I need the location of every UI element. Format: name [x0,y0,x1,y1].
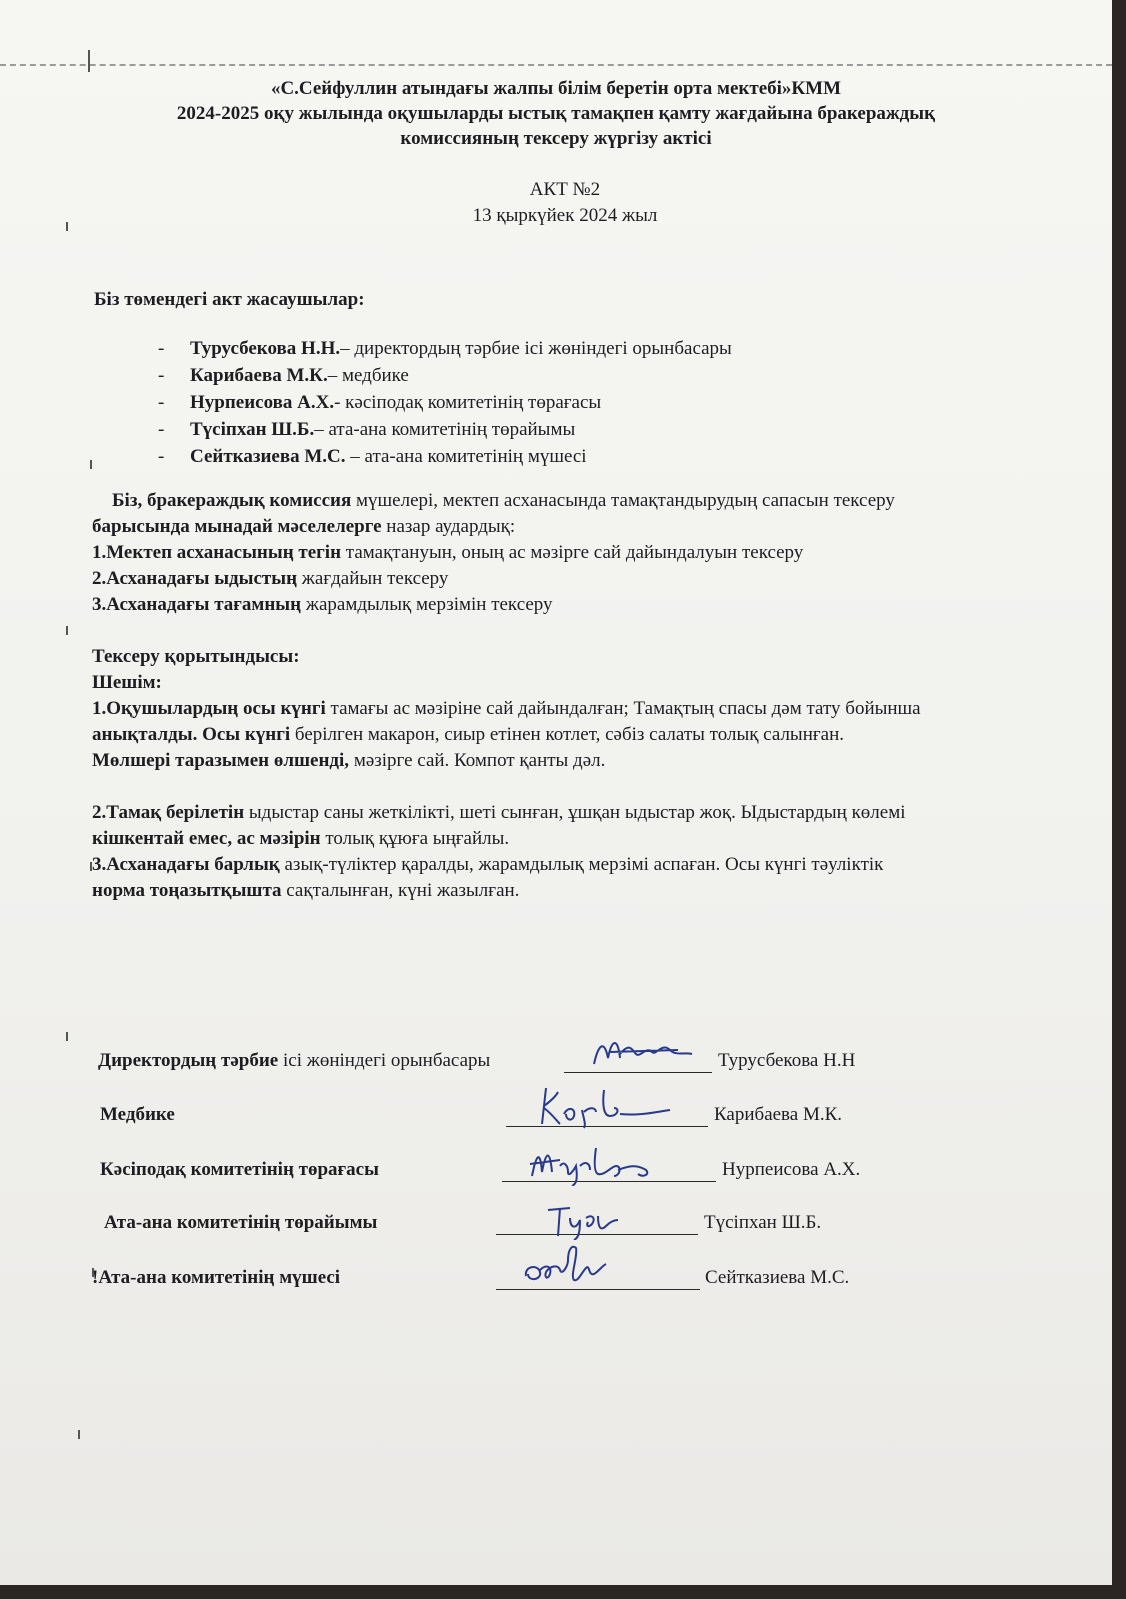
result-heading: Тексеру қорытындысы: [92,646,300,667]
list-item: - Түсіпхан Ш.Б.– ата-ана комитетінің төрайымы [158,419,576,440]
result-text: мәзірге сай. Компот қанты дәл. [349,750,606,771]
result-text: 1.Оқушылардың осы күнгі [92,698,326,719]
signature-position: Директордың тәрбие ісі жөніндегі орынбасары [98,1050,491,1071]
signature-position: Кәсіподақ комитетінің төрағасы [100,1159,379,1180]
member-name: Турусбекова Н.Н. [190,338,341,359]
result-text: анықталды. Осы күнгі [92,724,291,745]
signature-image [530,1080,680,1130]
result-text: тамағы ас мәзіріне сай дайындалған; Тамақтың спасы дәм тату бойынша [325,698,921,719]
result-text: Мөлшері таразымен өлшенді, [92,750,350,771]
commission-text: назар аудардық: [381,516,516,537]
result-text: норма тоңазытқышта [92,880,282,901]
check-item: 3.Асханадағы тағамның [92,594,302,615]
margin-mark [90,460,92,469]
signatory-name: Карибаева М.К. [714,1104,843,1125]
margin-mark [88,50,90,72]
check-item: жарамдылық мерзімін тексеру [301,594,553,615]
member-role: – директордың тәрбие ісі жөніндегі орынбасары [340,338,732,359]
margin-mark [66,626,68,635]
signatory-name: Сейтказиева М.С. [705,1267,850,1288]
margin-mark [66,1032,68,1041]
list-item: - Сейтказиева М.С. – ата-ана комитетінің мүшесі [158,446,587,467]
signature-image [580,1024,700,1074]
commission-text: мүшелері, мектеп асханасында тамақтандырудың сапасын тексеру [351,490,895,511]
school-name: «С.Сейфуллин атындағы жалпы білім беретін орта мектебі»КММ [270,78,842,99]
commission-text: Біз, бракераждық комиссия [112,490,352,511]
title-line-1: 2024-2025 оқу жылында оқушыларды ыстық тамақпен қамту жағдайына бракераждық [176,103,936,124]
signature-position: !Ата-ана комитетінің мүшесі [92,1267,341,1288]
result-text: азық-түліктер қаралды, жарамдылық мерзімі аспаған. Осы күнгі тәуліктік [279,854,884,875]
check-item: 1.Мектеп асханасының тегін [92,542,342,563]
result-text: 2.Тамақ берілетін [92,802,245,823]
result-section [92,644,1092,904]
members-list [158,338,732,473]
commission-text: барысында мынадай мәселелерге [92,516,382,537]
decision-heading: Шешім: [92,672,162,693]
check-item: жағдайын тексеру [297,568,449,589]
check-item: 2.Асханадағы ыдыстың [92,568,298,589]
result-text: кішкентай емес, ас мәзірін [92,828,321,849]
member-role: – ата-ана комитетінің төрайымы [314,419,576,440]
margin-mark [78,1430,80,1439]
member-name: Нурпеисова А.Х. [190,392,335,413]
title-line-2: комиссияның тексеру жүргізу актісі [400,128,712,149]
signature-position: Ата-ана комитетінің төрайымы [104,1212,378,1233]
member-name: Сейтказиева М.С. [190,446,346,467]
commission-paragraph [92,488,1092,618]
check-item: тамақтануын, оның ас мәзірге сай дайындалуын тексеру [341,542,804,563]
signatory-name: Нурпеисова А.Х. [722,1159,861,1180]
result-text: сақталынған, күні жазылған. [281,880,520,901]
act-date: 13 қыркүйек 2024 жыл [472,205,658,226]
signature-image [516,1236,616,1290]
member-name: Түсіпхан Ш.Б. [190,419,315,440]
intro-line: Біз төмендегі акт жасаушылар: [94,289,365,310]
signatory-name: Түсіпхан Ш.Б. [704,1212,822,1233]
signature-image [540,1196,620,1240]
result-text: 3.Асханадағы барлық [92,854,280,875]
list-item: - Карибаева М.К.– медбике [158,365,409,386]
member-name: Карибаева М.К. [190,365,328,386]
result-text: ыдыстар саны жеткілікті, шеті сынған, ұшқан ыдыстар жоқ. Ыдыстардың көлемі [244,802,906,823]
signature-position: Медбике [100,1104,175,1125]
act-block [0,177,1112,229]
perforation-line [0,64,1112,66]
result-text: толық құюға ыңғайлы. [320,828,510,849]
list-item: - Нурпеисова А.Х.- кәсіподақ комитетінің төрағасы [158,392,602,413]
member-role: - кәсіподақ комитетінің төрағасы [334,392,602,413]
signature-image [520,1136,670,1186]
member-role: – медбике [327,365,409,386]
act-number: АКТ №2 [529,179,601,200]
result-text: берілген макарон, сиыр етінен котлет, сәбіз салаты толық салынған. [290,724,845,745]
list-item: - Турусбекова Н.Н.– директордың тәрбие ісі жөніндегі орынбасары [158,338,732,359]
document-header [0,76,1112,151]
signatory-name: Турусбекова Н.Н [718,1050,856,1071]
member-role: – ата-ана комитетінің мүшесі [345,446,587,467]
